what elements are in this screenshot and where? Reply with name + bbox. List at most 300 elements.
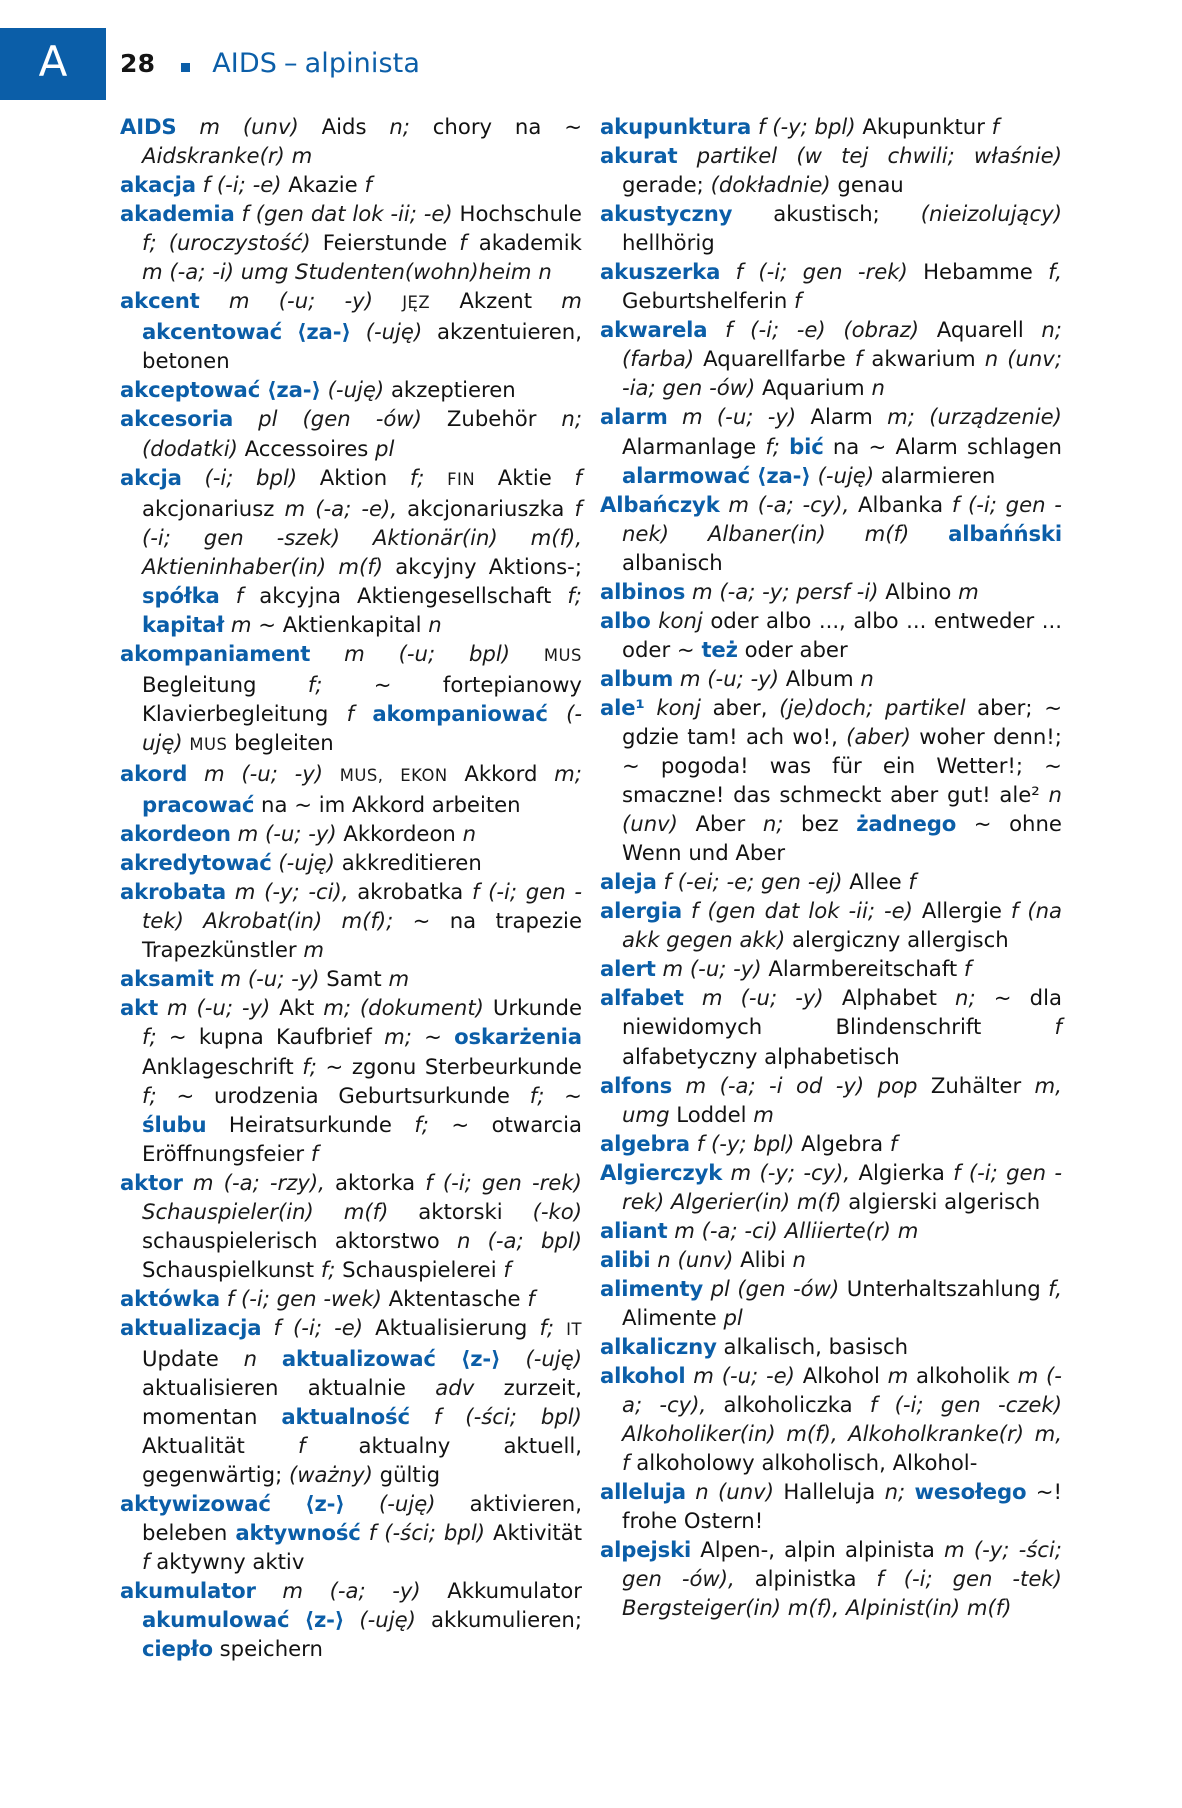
- grammar-label: tej: [841, 143, 869, 169]
- dictionary-entry: [600, 257, 1062, 315]
- dictionary-entry: [600, 954, 1062, 983]
- grammar-label: -tek): [142, 879, 582, 934]
- headword: akwarela: [600, 317, 708, 343]
- translation-text: ale²: [999, 782, 1040, 808]
- translation-text: ~: [412, 908, 431, 934]
- translation-text: aktywny: [156, 1549, 246, 1575]
- translation-text: Samt: [326, 966, 382, 992]
- grammar-label: n: [456, 1227, 471, 1253]
- grammar-label: n: [860, 665, 874, 691]
- translation-text: ~: [973, 811, 992, 837]
- grammar-label: lok: [352, 201, 384, 227]
- grammar-label: m: [753, 1101, 774, 1127]
- translation-text: Alarm: [895, 433, 958, 459]
- translation-text: Aktions-;: [488, 553, 582, 579]
- grammar-label: -ci),: [308, 879, 349, 905]
- translation-text: alpinistka: [754, 1566, 857, 1592]
- headword: akustyczny: [600, 201, 733, 227]
- dictionary-entry: [600, 693, 1062, 867]
- dictionary-entry: [600, 606, 1062, 664]
- column-left: [120, 112, 582, 1772]
- grammar-label: -y): [241, 995, 271, 1021]
- headword: aktualność: [281, 1404, 410, 1430]
- grammar-label: chwili;: [887, 143, 955, 169]
- dictionary-entry: [120, 463, 582, 639]
- translation-text: schauspielerisch: [142, 1227, 318, 1253]
- translation-text: alkoholik: [916, 1363, 1010, 1389]
- dictionary-entry: [120, 286, 582, 375]
- headword: albańński: [948, 520, 1062, 546]
- grammar-label: f: [346, 700, 355, 726]
- headword: alfons: [600, 1072, 673, 1098]
- translation-text: alergiczny: [791, 927, 901, 953]
- grammar-label: (-i;: [488, 879, 518, 905]
- grammar-label: (-uję): [378, 1491, 436, 1517]
- grammar-label: m: [199, 114, 221, 139]
- translation-text: akzentuieren,: [437, 319, 582, 345]
- grammar-label: f: [368, 1520, 377, 1546]
- translation-text: begleiten: [234, 729, 334, 755]
- running-head-end: alpinista: [304, 48, 420, 79]
- grammar-label: -tek): [1012, 1566, 1062, 1592]
- grammar-label: m: [282, 1578, 304, 1604]
- grammar-label: n;: [762, 811, 784, 837]
- column-right: [600, 112, 1062, 1772]
- translation-text: Ostern!: [683, 1508, 764, 1534]
- translation-text: na: [261, 792, 288, 818]
- translation-text: ~: [451, 1111, 470, 1137]
- translation-text: ohne: [1009, 811, 1062, 837]
- grammar-label: (ważny): [288, 1462, 373, 1488]
- headword: aliant: [600, 1217, 668, 1243]
- grammar-label: m: [220, 966, 242, 992]
- grammar-label: f;: [414, 1111, 429, 1137]
- grammar-label: partikel: [696, 143, 778, 169]
- grammar-label: n: [871, 375, 885, 401]
- translation-text: alphabetisch: [764, 1043, 900, 1069]
- headword: akuszerka: [600, 259, 721, 285]
- grammar-label: (-a;: [487, 1227, 524, 1253]
- headword: akcesoria: [120, 406, 234, 432]
- grammar-label: (-uję): [359, 1607, 416, 1633]
- dictionary-entry: [600, 402, 1062, 489]
- translation-text: entweder: [933, 607, 1035, 633]
- headword: akcent: [120, 288, 200, 314]
- translation-text: Zuhälter: [930, 1072, 1022, 1098]
- headword: alibi: [600, 1246, 651, 1272]
- translation-text: zurzeit,: [503, 1375, 582, 1401]
- grammar-label: f: [142, 1549, 150, 1575]
- grammar-label: pl: [375, 435, 395, 461]
- grammar-label: -ej): [807, 869, 843, 895]
- grammar-label: gen: [1005, 491, 1046, 517]
- grammar-label: m: [701, 985, 723, 1011]
- grammar-label: f,: [1048, 1275, 1062, 1301]
- translation-text: Wetter!;: [936, 753, 1024, 779]
- translation-text: Geburtshelferin: [622, 288, 788, 314]
- translation-text: alfabetyczny: [622, 1043, 758, 1069]
- dictionary-entry: [120, 639, 582, 759]
- grammar-label: m: [728, 491, 749, 517]
- dictionary-entry: [120, 819, 582, 848]
- translation-text: Sterbeurkunde: [424, 1053, 582, 1079]
- translation-text: aber;: [977, 694, 1033, 720]
- grammar-label: gen: [1006, 1159, 1047, 1185]
- grammar-label: f: [574, 495, 582, 521]
- headword: ślubu: [142, 1111, 207, 1137]
- translation-text: albanisch: [622, 549, 723, 575]
- translation-text: akcyjna: [259, 582, 341, 608]
- grammar-label: f: [735, 259, 744, 285]
- translation-text: betonen: [142, 348, 230, 374]
- translation-text: Klavierbegleitung: [142, 700, 329, 726]
- translation-text: Aquarium: [762, 375, 865, 401]
- subject-label: FIN: [447, 469, 476, 489]
- grammar-label: (-ei;: [677, 869, 720, 895]
- translation-text: oder: [744, 636, 793, 662]
- grammar-label: (w: [796, 143, 822, 169]
- grammar-label: pl: [723, 1304, 743, 1330]
- grammar-label: -y): [392, 1578, 421, 1604]
- translation-text: aber: [799, 636, 848, 662]
- running-head-start: AIDS: [212, 48, 277, 79]
- grammar-label: f;: [539, 1314, 555, 1340]
- grammar-label: (unv;: [1007, 346, 1062, 372]
- translation-text: otwarcia: [491, 1111, 582, 1137]
- dictionary-entry: [600, 199, 1062, 257]
- grammar-label: m;: [384, 1024, 412, 1050]
- translation-text: Wenn: [622, 840, 682, 866]
- grammar-label: f: [725, 317, 733, 343]
- grammar-label: f: [459, 230, 467, 256]
- dictionary-entry: [600, 1477, 1062, 1535]
- headword: akcentować: [142, 319, 283, 345]
- grammar-label: (-ko): [532, 1198, 582, 1224]
- grammar-label: (-a;: [315, 495, 352, 521]
- translation-text: hellhörig: [622, 230, 715, 256]
- headword: aktualizacja: [120, 1314, 262, 1340]
- grammar-label: m: [237, 821, 259, 847]
- translation-text: ...: [1041, 607, 1062, 633]
- translation-text: ~: [1044, 753, 1062, 779]
- translation-text: alkoholisch,: [761, 1450, 886, 1476]
- headword: akrobata: [120, 879, 227, 905]
- grammar-label: (-i;: [968, 491, 997, 517]
- grammar-label: gen: [952, 1566, 993, 1592]
- headword: ale¹: [600, 694, 645, 720]
- translation-text: albo: [853, 607, 899, 633]
- grammar-label: (unv): [622, 811, 678, 837]
- translation-text: Alphabet: [841, 985, 937, 1011]
- translation-text: alpin: [784, 1537, 836, 1563]
- grammar-label: -ów): [375, 406, 422, 432]
- grammar-label: m;: [554, 761, 582, 787]
- grammar-label: -ści;: [1018, 1537, 1062, 1563]
- grammar-label: bpl): [443, 1520, 485, 1546]
- grammar-label: -y): [308, 821, 337, 847]
- headword: alergia: [600, 898, 683, 924]
- dictionary-entry: [600, 1071, 1062, 1129]
- headword: akompaniament: [120, 640, 311, 666]
- grammar-label: Alpinist(in): [845, 1595, 961, 1621]
- translation-text: dla: [1029, 985, 1062, 1011]
- headword: alert: [600, 956, 656, 982]
- translation-text: aktivieren,: [469, 1491, 582, 1517]
- translation-text: akkumulieren;: [430, 1607, 582, 1633]
- dictionary-entry: [120, 112, 582, 170]
- grammar-label: f;: [567, 582, 582, 608]
- grammar-label: (-y;: [973, 1537, 1010, 1563]
- translation-text: ~!: [1035, 1479, 1062, 1505]
- grammar-label: (-i;: [750, 317, 780, 343]
- grammar-label: Schauspieler(in): [142, 1198, 314, 1224]
- translation-text: Alkohol: [802, 1363, 880, 1389]
- translation-text: Urkunde: [492, 995, 582, 1021]
- grammar-label: bpl): [540, 1404, 582, 1430]
- headword: aktywizować: [120, 1491, 271, 1517]
- grammar-label: (na: [1027, 898, 1062, 924]
- translation-text: aktualny: [358, 1433, 451, 1459]
- grammar-label: -nek): [622, 491, 1062, 546]
- translation-text: alkalisch,: [723, 1333, 822, 1359]
- grammar-label: (-i;: [894, 1392, 924, 1418]
- grammar-label: f: [574, 464, 582, 490]
- grammar-label: f: [854, 346, 863, 372]
- translation-text: ...: [906, 607, 927, 633]
- translation-text: ...,: [818, 607, 846, 633]
- grammar-label: (-uję): [817, 462, 875, 488]
- translation-text: Schauspielerei: [342, 1256, 497, 1282]
- headword: alpejski: [600, 1537, 692, 1563]
- headword: alkaliczny: [600, 1333, 717, 1359]
- headword: akumulator: [120, 1578, 256, 1604]
- translation-text: aktorski: [418, 1198, 503, 1224]
- headword: album: [600, 665, 674, 691]
- grammar-label: Aktionär(in): [372, 524, 498, 550]
- headword: aktywność: [235, 1520, 361, 1546]
- grammar-label: (-i;: [216, 172, 246, 198]
- headword: Algierczyk: [600, 1159, 723, 1185]
- grammar-label: m: [1017, 1363, 1039, 1389]
- subject-label: MUS,: [339, 766, 384, 786]
- translation-text: Aktualität: [142, 1433, 245, 1459]
- headword: aktówka: [120, 1285, 220, 1311]
- grammar-label: f: [794, 288, 802, 314]
- grammar-label: Albaner(in): [707, 520, 826, 546]
- grammar-label: Aidskranke(r): [142, 143, 285, 169]
- grammar-label: m: [344, 640, 365, 666]
- dictionary-entry: [600, 1216, 1062, 1245]
- headword: aktor: [120, 1169, 183, 1195]
- translation-text: alkoholowy: [636, 1450, 755, 1476]
- grammar-label: (-y;: [264, 879, 300, 905]
- grammar-label: od: [795, 1072, 823, 1098]
- translation-text: Feierstunde: [322, 230, 448, 256]
- translation-text: ~: [168, 1024, 187, 1050]
- grammar-label: (urządzenie): [929, 404, 1062, 430]
- grammar-label: umg: [622, 1101, 670, 1127]
- translation-text: ~: [176, 1082, 195, 1108]
- grammar-label: f;: [409, 464, 425, 490]
- grammar-label: (-y;: [710, 1130, 747, 1156]
- grammar-label: gen: [940, 1392, 981, 1418]
- grammar-label: (dokładnie): [710, 172, 831, 198]
- translation-text: momentan: [142, 1404, 258, 1430]
- grammar-label: -e;: [726, 869, 755, 895]
- translation-text: Algierka: [858, 1159, 945, 1185]
- grammar-label: f: [241, 201, 249, 227]
- running-head: [120, 48, 420, 79]
- dictionary-entry: [120, 1489, 582, 1576]
- grammar-label: f;: [765, 433, 780, 459]
- grammar-label: -ów): [793, 1275, 840, 1301]
- grammar-label: f;: [302, 1053, 317, 1079]
- translation-text: aktuell,: [503, 1433, 582, 1459]
- grammar-label: pl: [710, 1275, 730, 1301]
- translation-text: Alarm: [810, 404, 873, 430]
- header-bullet-icon: [181, 63, 190, 72]
- grammar-label: (-u;: [241, 761, 278, 787]
- grammar-label: (-y;: [772, 114, 808, 139]
- grammar-label: (-i;: [204, 464, 234, 490]
- grammar-label: m(f),: [787, 1595, 840, 1621]
- translation-text: fortepianowy: [442, 671, 582, 697]
- translation-text: akkreditieren: [341, 850, 482, 876]
- grammar-label: m: [944, 1537, 965, 1563]
- grammar-label: (gen: [255, 201, 304, 227]
- grammar-label: m(f): [343, 1198, 389, 1224]
- grammar-label: bpl): [540, 1227, 582, 1253]
- grammar-label: -rek): [857, 259, 908, 285]
- grammar-label: f: [963, 956, 972, 982]
- grammar-label: f: [1054, 1014, 1062, 1040]
- translation-text: smaczne!: [622, 782, 725, 808]
- grammar-label: Algerier(in): [671, 1188, 791, 1214]
- grammar-label: (-u;: [247, 966, 285, 992]
- translation-text: aktorstwo: [334, 1227, 440, 1253]
- grammar-label: (unv): [677, 1246, 734, 1272]
- headword: aksamit: [120, 966, 214, 992]
- translation-text: akustisch;: [773, 201, 880, 227]
- translation-text: Akzent: [459, 288, 533, 314]
- grammar-label: bpl): [814, 114, 856, 139]
- translation-text: Loddel: [676, 1101, 747, 1127]
- grammar-label: f,: [1048, 259, 1062, 285]
- grammar-label: Alliierte(r): [784, 1217, 891, 1243]
- grammar-label: m: [897, 1217, 919, 1243]
- dictionary-entry: [600, 1535, 1062, 1622]
- translation-text: schlagen: [967, 433, 1062, 459]
- translation-text: Zubehör: [446, 406, 537, 432]
- translation-text: gerade;: [622, 172, 704, 198]
- grammar-label: f: [889, 1130, 898, 1156]
- grammar-label: m: [230, 611, 252, 637]
- grammar-label: Alkoholkranke(r): [848, 1421, 1025, 1447]
- translation-text: gültig: [379, 1462, 441, 1488]
- translation-text: gdzie: [622, 723, 679, 749]
- grammar-label: n;: [561, 406, 582, 432]
- grammar-label: m(f): [796, 1188, 842, 1214]
- translation-text: Hebamme: [923, 259, 1033, 285]
- grammar-label: n: [538, 259, 552, 285]
- grammar-label: f: [471, 879, 480, 905]
- translation-text: Halleluja: [783, 1479, 876, 1505]
- grammar-label: -y): [344, 288, 373, 314]
- grammar-label: -e): [883, 898, 913, 924]
- translation-text: Heiratsurkunde: [228, 1111, 392, 1137]
- grammar-label: n;: [955, 985, 976, 1011]
- grammar-label: (-a;: [169, 259, 206, 285]
- grammar-label: f: [425, 1169, 433, 1195]
- translation-text: akcyjny: [395, 553, 477, 579]
- grammar-label: (je)doch;: [779, 694, 874, 720]
- grammar-label: m(f): [338, 553, 384, 579]
- grammar-label: f: [691, 898, 699, 924]
- grammar-label: -szek): [276, 524, 340, 550]
- headword: albo: [600, 607, 651, 633]
- grammar-label: m: [887, 1363, 909, 1389]
- grammar-label: f: [953, 1159, 961, 1185]
- translation-text: Aids: [321, 114, 367, 139]
- grammar-label: f: [527, 1285, 535, 1311]
- headword: alfabet: [600, 985, 684, 1011]
- translation-text: im: [318, 792, 346, 818]
- grammar-label: m(f): [966, 1595, 1012, 1621]
- grammar-label: (gen: [737, 1275, 786, 1301]
- translation-text: aktualnie: [307, 1375, 406, 1401]
- headword: alimenty: [600, 1275, 704, 1301]
- dictionary-entry: [120, 1313, 582, 1489]
- headword: akord: [120, 761, 188, 787]
- translation-text: urodzenia: [214, 1082, 319, 1108]
- translation-text: beleben: [142, 1520, 228, 1546]
- grammar-label: pop: [877, 1072, 918, 1098]
- translation-text: Akazie: [288, 172, 358, 198]
- translation-text: Akkord: [351, 792, 426, 818]
- dictionary-entry: [120, 848, 582, 877]
- grammar-label: (-u;: [707, 665, 744, 691]
- translation-text: Akkumulator: [447, 1578, 582, 1604]
- grammar-label: f: [202, 172, 211, 198]
- grammar-label: -cy),: [659, 1392, 707, 1418]
- translation-text: ~: [294, 792, 312, 818]
- grammar-label: m,: [1034, 1421, 1062, 1447]
- translation-text: Akupunktur: [862, 114, 985, 139]
- translation-text: akcjonariusz: [142, 495, 275, 521]
- translation-text: trapezie: [495, 908, 582, 934]
- translation-text: Alkohol-: [892, 1450, 978, 1476]
- translation-text: Alimente: [622, 1304, 717, 1330]
- grammar-label: -y): [294, 761, 324, 787]
- translation-text: arbeiten: [431, 792, 521, 818]
- grammar-label: f: [869, 1392, 878, 1418]
- translation-text: Algebra: [801, 1130, 884, 1156]
- translation-text: Aktualisierung: [375, 1314, 528, 1340]
- translation-text: Akkordeon: [343, 821, 456, 847]
- grammar-label: (nieizolujący): [920, 201, 1062, 227]
- grammar-label: f: [364, 172, 372, 198]
- translation-text: alkoholiczka: [723, 1392, 853, 1418]
- translation-text: Aber: [735, 840, 786, 866]
- grammar-label: -ii;: [390, 201, 417, 227]
- translation-text: ~: [622, 753, 640, 779]
- grammar-label: (obraz): [843, 317, 920, 343]
- grammar-label: (-u;: [264, 821, 302, 847]
- dictionary-entry: [120, 375, 582, 404]
- grammar-label: -y): [733, 956, 762, 982]
- grammar-label: gen: [481, 1169, 522, 1195]
- grammar-label: gen: [203, 524, 244, 550]
